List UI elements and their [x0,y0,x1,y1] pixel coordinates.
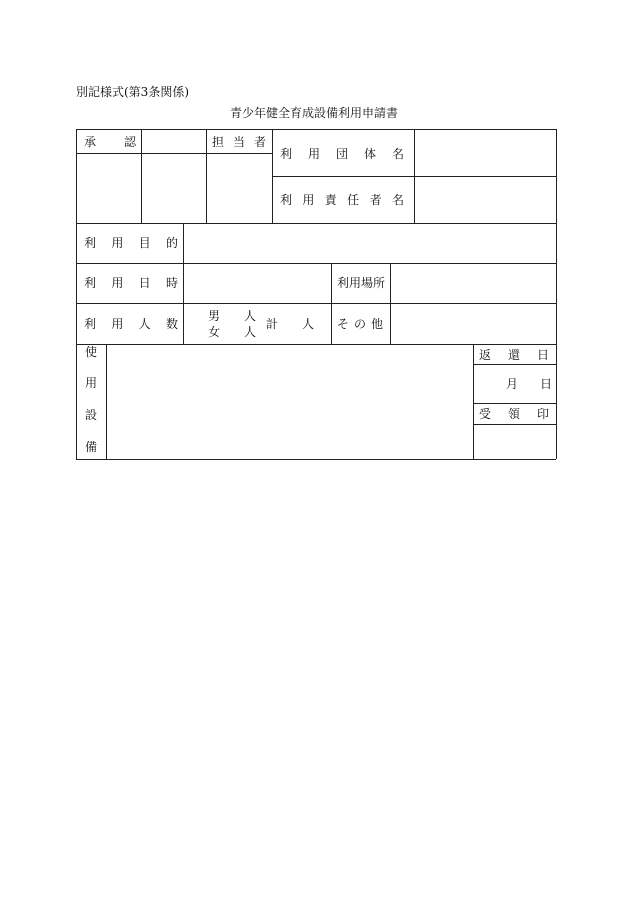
total-label: 計 [266,317,279,331]
staff-label: 担 当 者 [212,135,266,149]
month-label: 月 [506,377,519,391]
purpose-label: 利 用 目 的 [84,236,178,250]
receipt-seal-label: 受 領 印 [479,407,549,421]
approval-field-2[interactable] [142,130,206,223]
responsible-person-field[interactable] [415,177,556,223]
receipt-seal-field[interactable] [474,425,556,459]
group-name-label: 利 用 団 体 名 [280,147,404,161]
male-person-unit: 人 [244,309,257,323]
datetime-field[interactable] [184,264,331,303]
people-count-label: 利 用 人 数 [84,317,178,331]
approval-label: 承 認 [84,135,136,149]
purpose-field[interactable] [184,224,556,263]
approval-field-1[interactable] [77,154,141,223]
other-field[interactable] [391,304,556,344]
group-name-field[interactable] [415,130,556,176]
female-person-unit: 人 [244,325,257,339]
female-label: 女 [208,325,221,339]
datetime-label: 利 用 日 時 [84,276,178,290]
equipment-char-3: 設 [85,408,98,422]
day-label: 日 [540,377,553,391]
equipment-field[interactable] [107,345,473,459]
equipment-char-1: 使 [85,345,98,359]
other-label: そ の 他 [337,317,383,331]
form-title: 青少年健全育成設備利用申請書 [230,106,399,120]
total-person-unit: 人 [302,317,315,331]
return-date-label: 返 還 日 [479,348,549,362]
place-field[interactable] [391,264,556,303]
place-label: 利用場所 [337,276,386,290]
male-label: 男 [208,309,221,323]
equipment-char-2: 用 [85,376,98,390]
responsible-person-label: 利 用 責 任 者 名 [280,193,404,207]
staff-field[interactable] [207,154,272,223]
equipment-char-4: 備 [85,440,98,454]
form-reference: 別記様式(第3条関係) [76,85,189,99]
